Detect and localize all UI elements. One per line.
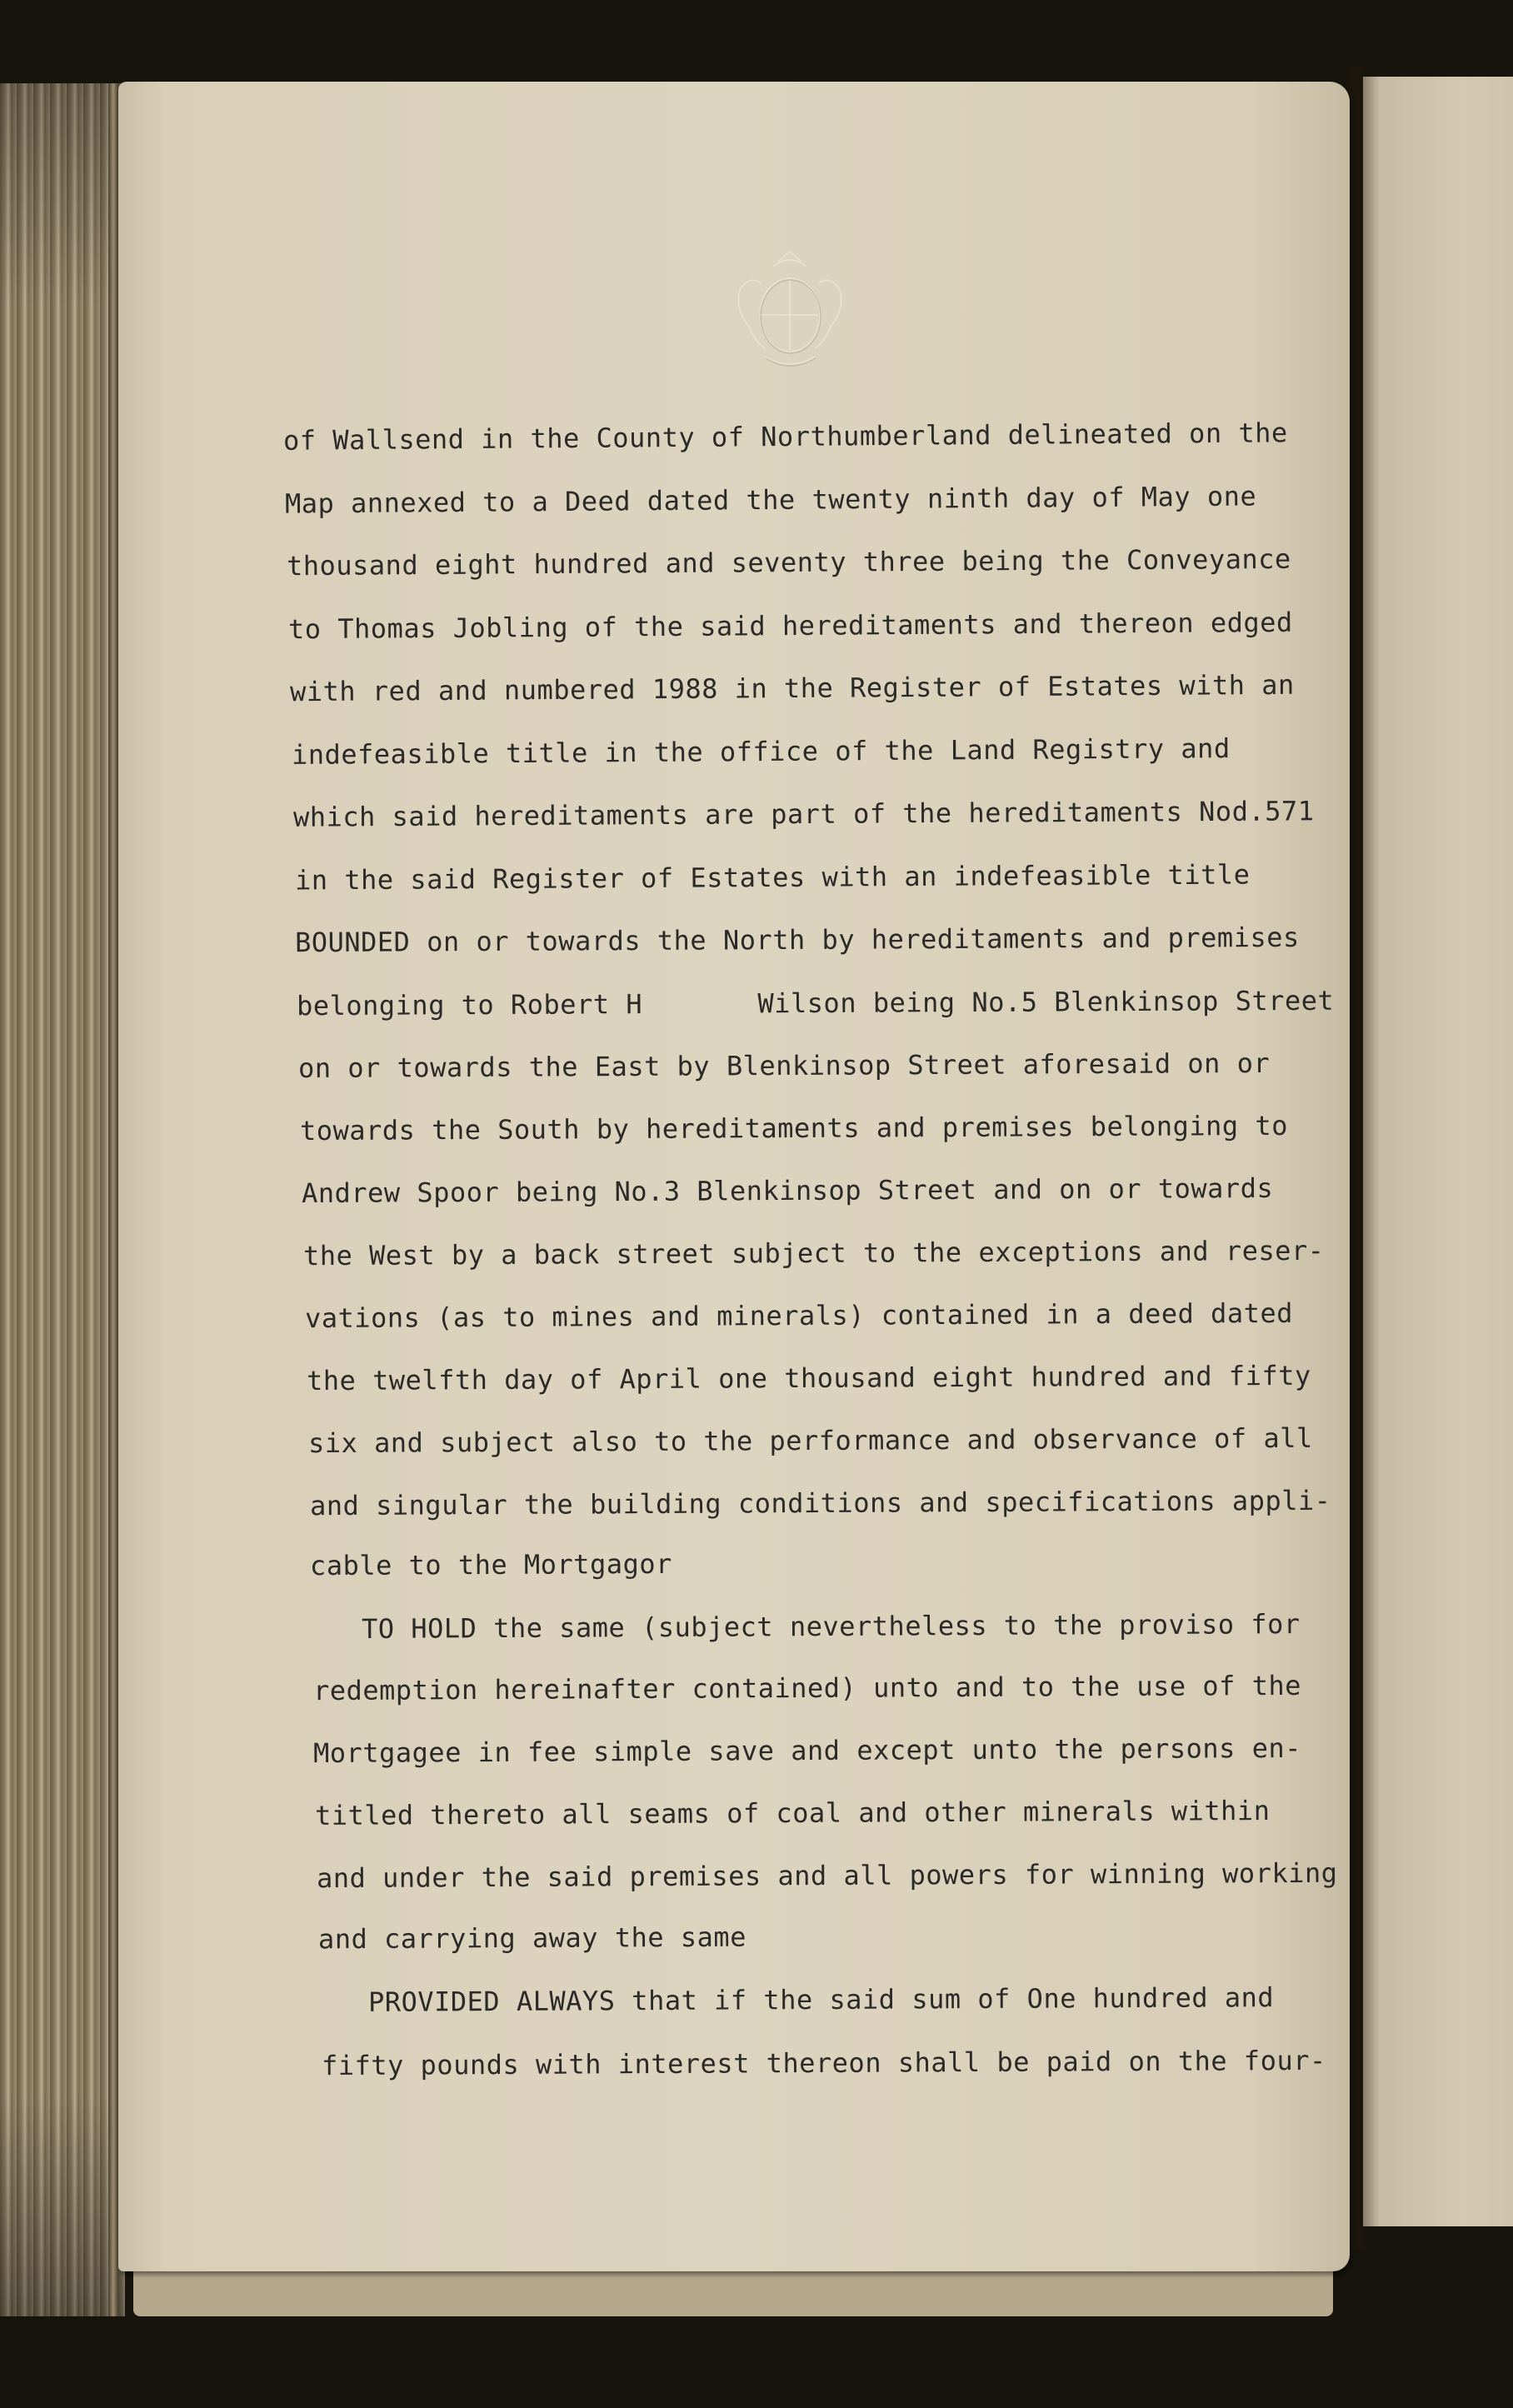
text-line: which said hereditaments are part of the hereditaments Nod.571 <box>292 795 1315 833</box>
text-line: the West by a back street subject to the exceptions and reser- <box>302 1234 1325 1272</box>
text-line: the twelfth day of April one thousand eight hundred and fifty <box>306 1359 1311 1397</box>
text-line: and under the said premises and all powers for winning working <box>316 1856 1338 1895</box>
text-line: TO HOLD the same (subject nevertheless to the proviso for <box>361 1608 1301 1645</box>
text-line: and carrying away the same <box>317 1921 747 1956</box>
text-line: BOUNDED on or towards the North by hereditaments and premises <box>294 921 1300 959</box>
text-line: in the said Register of Estates with an indefeasible title <box>294 858 1251 897</box>
text-line: six and subject also to the performance and observance of all <box>307 1421 1313 1460</box>
text-line: and singular the building conditions and specifications appli- <box>309 1484 1331 1522</box>
text-line: PROVIDED ALWAYS that if the said sum of One hundred and <box>367 1981 1275 2018</box>
text-line: thousand eight hundred and seventy three being the Conveyance <box>286 542 1291 582</box>
text-line: Map annexed to a Deed dated the twenty ninth day of May one <box>284 480 1257 520</box>
text-line: cable to the Mortgagor <box>309 1547 672 1582</box>
text-line: titled thereto all seams of coal and other minerals within <box>314 1794 1271 1832</box>
text-line: fifty pounds with interest thereon shall be paid on the four- <box>321 2044 1326 2082</box>
text-line: with red and numbered 1988 in the Register of Estates with an <box>289 668 1295 708</box>
text-line: on or towards the East by Blenkinsop Street aforesaid on or <box>297 1047 1271 1085</box>
text-line: indefeasible title in the office of the Land Registry and <box>291 732 1231 771</box>
text-line: towards the South by hereditaments and premises belonging to <box>299 1109 1289 1147</box>
text-line: belonging to Robert H Wilson being No.5 Blenkinsop Street <box>296 984 1335 1022</box>
text-line: to Thomas Jobling of the said hereditaments and thereon edged <box>287 606 1293 646</box>
text-line: Andrew Spoor being No.3 Blenkinsop Street and on or towards <box>301 1172 1274 1210</box>
text-line: vations (as to mines and minerals) contained in a deed dated <box>304 1296 1294 1335</box>
text-line: redemption hereinafter contained) unto and to the use of the <box>312 1669 1302 1707</box>
text-line: Mortgagee in fee simple save and except unto the persons en- <box>312 1731 1302 1770</box>
text-line: of Wallsend in the County of Northumberland delineated on the <box>282 417 1288 457</box>
